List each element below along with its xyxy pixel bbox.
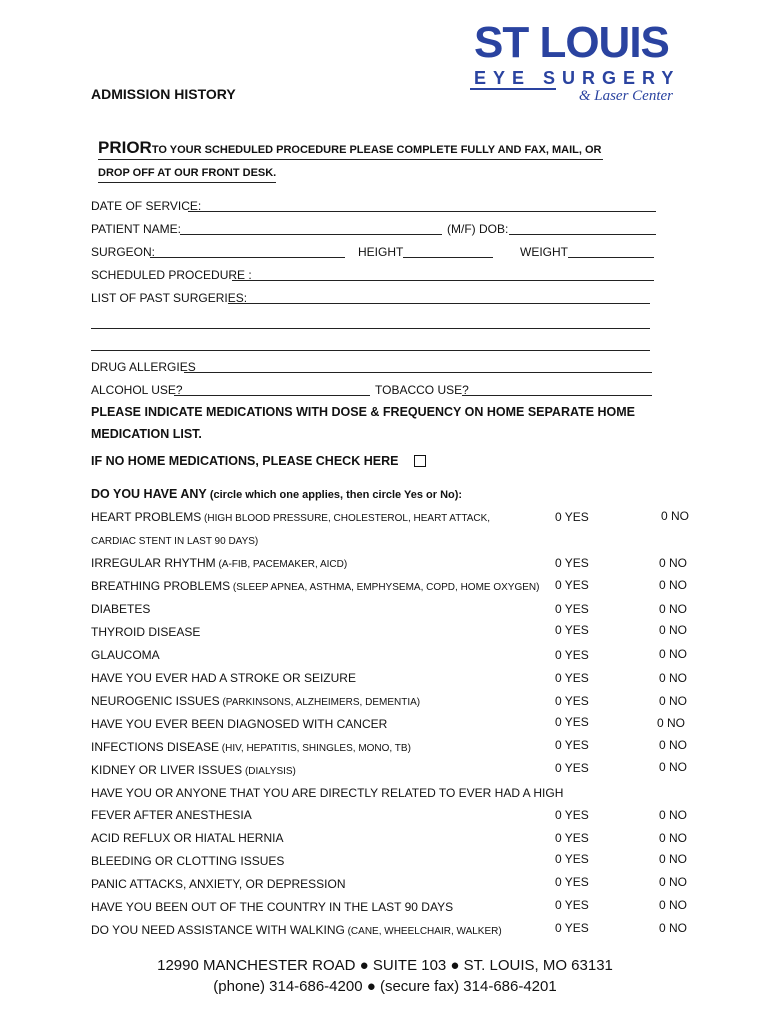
yes-option[interactable]: 0 YES bbox=[555, 715, 589, 729]
medications-line1: PLEASE INDICATE MEDICATIONS WITH DOSE & FREQUENCY ON HOME SEPARATE HOME bbox=[91, 405, 636, 419]
yes-option[interactable]: 0 YES bbox=[555, 761, 589, 775]
no-medications-checkbox[interactable] bbox=[414, 455, 426, 467]
weight-field[interactable] bbox=[568, 257, 654, 258]
no-option[interactable]: 0 NO bbox=[659, 647, 688, 661]
yes-option[interactable]: 0 YES bbox=[555, 852, 589, 866]
yes-option[interactable]: 0 YES bbox=[555, 898, 589, 912]
condition-row bbox=[91, 763, 296, 777]
instruction-lead: PRIOR bbox=[98, 138, 152, 157]
condition-detail: (SLEEP APNEA, ASTHMA, EMPHYSEMA, COPD, HOME OXYGEN) bbox=[230, 582, 540, 593]
condition-label[interactable]: THYROID DISEASE bbox=[91, 625, 201, 639]
no-option[interactable]: 0 NO bbox=[659, 556, 688, 570]
condition-label[interactable]: HEART PROBLEMS bbox=[91, 510, 202, 524]
logo-rule bbox=[470, 88, 556, 90]
no-option[interactable]: 0 NO bbox=[659, 898, 688, 912]
condition-label[interactable]: NEUROGENIC ISSUES bbox=[91, 694, 220, 708]
no-option[interactable]: 0 NO bbox=[659, 671, 688, 685]
condition-label[interactable]: GLAUCOMA bbox=[91, 648, 160, 662]
condition-label[interactable]: PANIC ATTACKS, ANXIETY, OR DEPRESSION bbox=[91, 877, 346, 891]
instruction-underline-2 bbox=[98, 182, 276, 183]
instruction-rest1: TO YOUR SCHEDULED PROCEDURE PLEASE COMPLETE FULLY AND FAX, MAIL, OR bbox=[151, 144, 602, 156]
tobacco-field[interactable] bbox=[462, 395, 652, 396]
condition-row bbox=[91, 717, 387, 731]
question-header-sub: (circle which one applies, then circle Yes or No): bbox=[206, 489, 463, 501]
yes-option[interactable]: 0 YES bbox=[555, 831, 589, 845]
condition-detail: (PARKINSONS, ALZHEIMERS, DEMENTIA) bbox=[219, 697, 421, 708]
dob-label: (M/F) DOB: bbox=[447, 222, 509, 236]
no-option[interactable]: 0 NO bbox=[659, 578, 688, 592]
no-option[interactable]: 0 NO bbox=[659, 602, 688, 616]
yes-option[interactable]: 0 YES bbox=[555, 556, 589, 570]
condition-label[interactable]: BLEEDING OR CLOTTING ISSUES bbox=[91, 854, 285, 868]
condition-label[interactable]: KIDNEY OR LIVER ISSUES bbox=[91, 763, 243, 777]
no-option[interactable]: 0 NO bbox=[659, 852, 688, 866]
instruction-line2: DROP OFF AT OUR FRONT DESK. bbox=[98, 167, 277, 179]
past-surgeries-field-3[interactable] bbox=[91, 350, 650, 351]
no-option[interactable]: 0 NO bbox=[659, 694, 688, 708]
condition-row bbox=[91, 579, 539, 593]
yes-option[interactable]: 0 YES bbox=[555, 875, 589, 889]
condition-label[interactable]: INFECTIONS DISEASE bbox=[91, 740, 220, 754]
yes-option[interactable]: 0 YES bbox=[555, 921, 589, 935]
condition-detail: (CANE, WHEELCHAIR, WALKER) bbox=[344, 926, 502, 937]
condition-label[interactable]: IRREGULAR RHYTHM bbox=[91, 556, 216, 570]
date-of-service-field[interactable] bbox=[188, 211, 656, 212]
alcohol-field[interactable] bbox=[174, 395, 370, 396]
date-of-service-label: DATE OF SERVICE: bbox=[91, 199, 202, 213]
condition-row bbox=[91, 854, 284, 868]
condition-label[interactable]: DO YOU NEED ASSISTANCE WITH WALKING bbox=[91, 923, 345, 937]
past-surgeries-field-1[interactable] bbox=[228, 303, 650, 304]
condition-label[interactable]: HAVE YOU EVER HAD A STROKE OR SEIZURE bbox=[91, 671, 356, 685]
yes-option[interactable]: 0 YES bbox=[555, 808, 589, 822]
footer-address: 12990 MANCHESTER ROAD ● SUITE 103 ● ST. LOUIS, MO 63131 bbox=[157, 957, 613, 974]
patient-name-field[interactable] bbox=[180, 234, 442, 235]
condition-row bbox=[91, 625, 200, 639]
condition-row bbox=[91, 694, 420, 708]
medications-line2: MEDICATION LIST. bbox=[91, 427, 202, 441]
patient-name-label: PATIENT NAME: bbox=[91, 222, 182, 236]
condition-detail: (HIGH BLOOD PRESSURE, CHOLESTEROL, HEART ATTACK, bbox=[201, 513, 491, 524]
page-title: ADMISSION HISTORY bbox=[91, 86, 236, 102]
condition-row bbox=[91, 556, 347, 570]
condition-row bbox=[91, 740, 411, 754]
no-option[interactable]: 0 NO bbox=[659, 831, 688, 845]
no-option[interactable]: 0 NO bbox=[659, 760, 688, 774]
condition-row bbox=[91, 808, 252, 822]
surgeon-field[interactable] bbox=[150, 257, 345, 258]
logo-line1: ST LOUIS bbox=[474, 18, 669, 67]
past-surgeries-label: LIST OF PAST SURGERIES: bbox=[91, 291, 248, 305]
drug-allergies-label: DRUG ALLERGIES bbox=[91, 360, 196, 374]
no-option[interactable]: 0 NO bbox=[659, 875, 688, 889]
condition-row bbox=[91, 648, 160, 662]
yes-option[interactable]: 0 YES bbox=[555, 738, 589, 752]
yes-option[interactable]: 0 YES bbox=[555, 648, 589, 662]
condition-row bbox=[91, 786, 563, 800]
weight-label: WEIGHT bbox=[520, 245, 568, 259]
dob-field[interactable] bbox=[509, 234, 656, 235]
condition-row bbox=[91, 900, 453, 914]
condition-row bbox=[91, 831, 283, 845]
condition-detail: (DIALYSIS) bbox=[242, 766, 296, 777]
condition-label[interactable]: ACID REFLUX OR HIATAL HERNIA bbox=[91, 831, 284, 845]
no-option[interactable]: 0 NO bbox=[659, 738, 688, 752]
alcohol-label: ALCOHOL USE? bbox=[91, 383, 183, 397]
question-header bbox=[91, 485, 462, 503]
yes-option[interactable]: 0 YES bbox=[555, 671, 589, 685]
yes-option[interactable]: 0 YES bbox=[555, 694, 589, 708]
condition-label[interactable]: DIABETES bbox=[91, 602, 151, 616]
st-louis-eye-surgery-logo bbox=[470, 8, 685, 103]
drug-allergies-field[interactable] bbox=[184, 372, 652, 373]
yes-option[interactable]: 0 YES bbox=[555, 578, 589, 592]
condition-label[interactable]: HAVE YOU EVER BEEN DIAGNOSED WITH CANCER bbox=[91, 717, 388, 731]
no-option[interactable]: 0 NO bbox=[661, 509, 690, 523]
condition-row bbox=[91, 923, 502, 937]
condition-label[interactable]: HAVE YOU BEEN OUT OF THE COUNTRY IN THE LAST 90 DAYS bbox=[91, 900, 454, 914]
question-header-main: DO YOU HAVE ANY bbox=[91, 487, 207, 501]
condition-detail: CARDIAC STENT IN LAST 90 DAYS) bbox=[91, 536, 259, 547]
height-label: HEIGHT bbox=[358, 245, 404, 259]
yes-option[interactable]: 0 YES bbox=[555, 510, 589, 524]
past-surgeries-field-2[interactable] bbox=[91, 328, 650, 329]
condition-row bbox=[91, 602, 150, 616]
logo-line3: & Laser Center bbox=[578, 88, 673, 104]
surgeon-label: SURGEON: bbox=[91, 245, 156, 259]
condition-detail: (HIV, HEPATITIS, SHINGLES, MONO, TB) bbox=[219, 743, 411, 754]
condition-label[interactable]: HAVE YOU OR ANYONE THAT YOU ARE DIRECTLY RELATED TO EVER HAD A HIGH bbox=[91, 786, 564, 800]
no-medications-label: IF NO HOME MEDICATIONS, PLEASE CHECK HERE bbox=[91, 454, 399, 468]
no-option[interactable]: 0 NO bbox=[657, 716, 686, 730]
scheduled-procedure-label: SCHEDULED PROCEDURE : bbox=[91, 268, 252, 282]
condition-row bbox=[91, 510, 490, 524]
yes-option[interactable]: 0 YES bbox=[555, 623, 589, 637]
no-option[interactable]: 0 NO bbox=[659, 623, 688, 637]
height-field[interactable] bbox=[403, 257, 493, 258]
scheduled-procedure-field[interactable] bbox=[232, 280, 654, 281]
tobacco-label: TOBACCO USE? bbox=[375, 383, 469, 397]
no-option[interactable]: 0 NO bbox=[659, 808, 688, 822]
instruction-line1 bbox=[98, 138, 601, 158]
condition-row bbox=[91, 671, 356, 685]
footer-contact: (phone) 314-686-4200 ● (secure fax) 314-686-4201 bbox=[213, 978, 557, 995]
instruction-underline-1 bbox=[98, 159, 603, 160]
condition-row bbox=[91, 877, 346, 891]
condition-label[interactable]: FEVER AFTER ANESTHESIA bbox=[91, 808, 252, 822]
condition-detail: (A-FIB, PACEMAKER, AICD) bbox=[215, 559, 348, 570]
condition-row bbox=[91, 533, 258, 547]
logo-line2: EYE SURGERY bbox=[474, 68, 681, 88]
no-option[interactable]: 0 NO bbox=[659, 921, 688, 935]
yes-option[interactable]: 0 YES bbox=[555, 602, 589, 616]
condition-label[interactable]: BREATHING PROBLEMS bbox=[91, 579, 231, 593]
